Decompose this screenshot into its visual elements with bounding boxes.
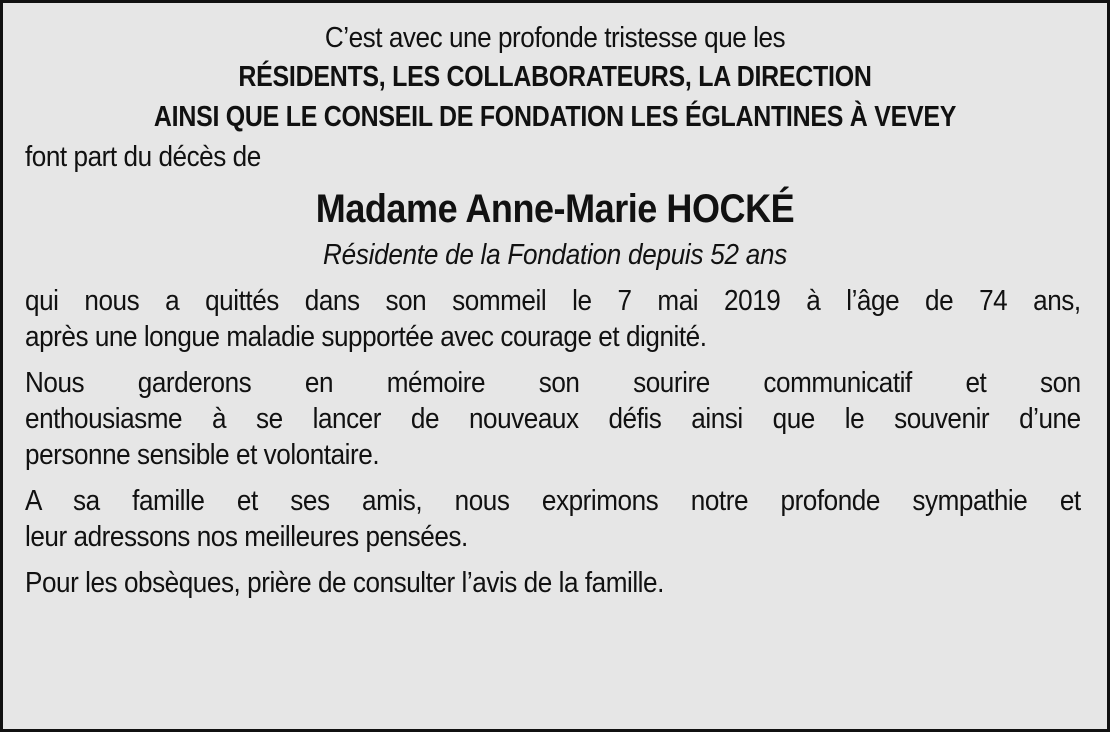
- announcement-text: font part du décès de: [25, 141, 261, 173]
- paragraph-funeral: [25, 565, 1081, 601]
- deceased-name: Madame Anne-Marie HOCKÉ: [315, 187, 795, 231]
- paragraph-sympathy: [25, 483, 1081, 555]
- paragraph-line: Pour les obsèques, prière de consulter l’avis de la famille.: [25, 567, 664, 599]
- paragraph-line: enthousiasme à se lancer de nouveaux défis ainsi que le souvenir d’une: [25, 403, 1081, 435]
- paragraph-memory: [25, 365, 1081, 473]
- paragraph-line: leur adressons nos meilleures pensées.: [25, 521, 468, 553]
- paragraph-death-info: [25, 283, 1081, 355]
- deceased-role: Résidente de la Fondation depuis 52 ans: [323, 239, 787, 271]
- organization-line: RÉSIDENTS, LES COLLABORATEURS, LA DIRECTION: [238, 61, 872, 93]
- organizations-block: [99, 57, 1011, 137]
- paragraph-line: qui nous a quittés dans son sommeil le 7 mai 2019 à l’âge de 74 ans,: [25, 285, 1081, 317]
- paragraph-line: Nous garderons en mémoire son sourire communicatif et son: [25, 367, 1081, 399]
- paragraph-line: après une longue maladie supportée avec courage et dignité.: [25, 321, 707, 353]
- intro-text: C’est avec une profonde tristesse que les: [324, 22, 786, 54]
- paragraph-line: A sa famille et ses amis, nous exprimons notre profonde sympathie et: [25, 485, 1081, 517]
- paragraph-line: personne sensible et volontaire.: [25, 439, 380, 471]
- organization-line: AINSI QUE LE CONSEIL DE FONDATION LES ÉGLANTINES À VEVEY: [153, 101, 957, 133]
